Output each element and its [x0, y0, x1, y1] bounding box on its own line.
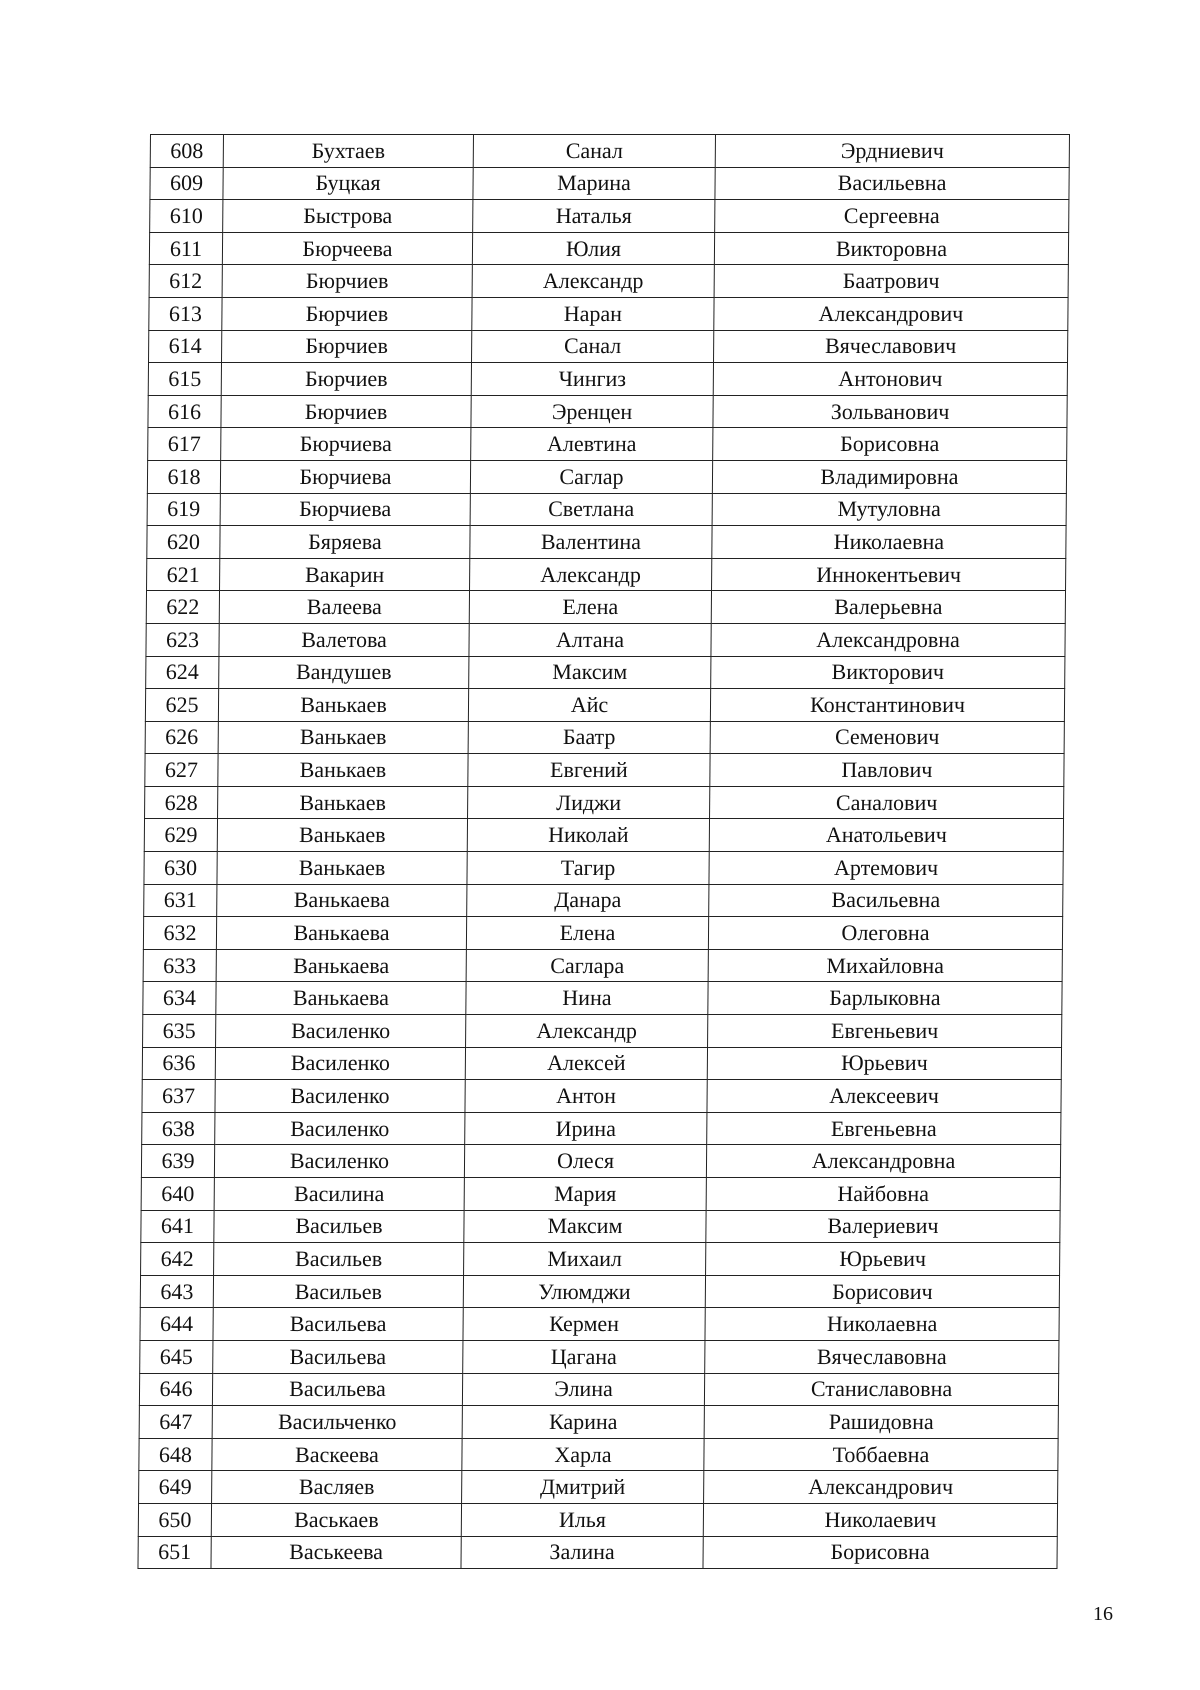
table-row: [148, 363, 1067, 396]
last-name-cell: Васькаев: [211, 1503, 461, 1536]
last-name-cell: Бюрчиева: [220, 493, 470, 526]
patronymic-cell: Борисовна: [703, 1536, 1057, 1569]
last-name-cell: Ванькаев: [217, 852, 467, 885]
table-row: [139, 1406, 1058, 1439]
patronymic-cell: Тоббаевна: [704, 1438, 1058, 1471]
row-number-cell: 628: [145, 786, 218, 819]
patronymic-cell: Вячеславович: [714, 330, 1068, 363]
last-name-cell: Васильева: [212, 1373, 462, 1406]
last-name-cell: Василина: [214, 1178, 464, 1211]
table-row: [143, 982, 1062, 1015]
table-row: [139, 1373, 1058, 1406]
row-number-cell: 615: [148, 363, 221, 396]
row-number-cell: 625: [145, 689, 218, 722]
patronymic-cell: Павлович: [710, 754, 1064, 787]
row-number-cell: 619: [147, 493, 220, 526]
first-name-cell: Наран: [472, 297, 714, 330]
first-name-cell: Данара: [467, 884, 709, 917]
table-row: [144, 884, 1063, 917]
last-name-cell: Вакарин: [220, 558, 470, 591]
first-name-cell: Эренцен: [471, 395, 713, 428]
row-number-cell: 643: [140, 1275, 213, 1308]
patronymic-cell: Михайловна: [708, 949, 1062, 982]
patronymic-cell: Барлыковна: [708, 982, 1062, 1015]
last-name-cell: Васильева: [213, 1340, 463, 1373]
row-number-cell: 648: [139, 1438, 212, 1471]
patronymic-cell: Анатольевич: [709, 819, 1063, 852]
patronymic-cell: Александрович: [714, 297, 1068, 330]
last-name-cell: Бюрчиева: [220, 460, 470, 493]
names-table-body: [138, 135, 1070, 1569]
first-name-cell: Александр: [472, 265, 714, 298]
first-name-cell: Валентина: [470, 526, 712, 559]
last-name-cell: Ванькаев: [217, 819, 467, 852]
row-number-cell: 649: [139, 1471, 212, 1504]
patronymic-cell: Константинович: [710, 689, 1064, 722]
first-name-cell: Михаил: [464, 1243, 706, 1276]
patronymic-cell: Борисовна: [713, 428, 1067, 461]
table-row: [140, 1308, 1059, 1341]
patronymic-cell: Саналович: [710, 786, 1064, 819]
last-name-cell: Васляев: [212, 1471, 462, 1504]
first-name-cell: Илья: [461, 1503, 703, 1536]
row-number-cell: 618: [147, 460, 220, 493]
row-number-cell: 627: [145, 754, 218, 787]
last-name-cell: Бюрчиев: [222, 330, 472, 363]
table-row: [141, 1145, 1060, 1178]
last-name-cell: Бюрчиев: [222, 265, 472, 298]
patronymic-cell: Васильевна: [709, 884, 1063, 917]
patronymic-cell: Викторовна: [714, 232, 1068, 265]
last-name-cell: Бухтаев: [223, 135, 473, 168]
last-name-cell: Василенко: [214, 1145, 464, 1178]
last-name-cell: Ванькаева: [216, 982, 466, 1015]
first-name-cell: Александр: [470, 558, 712, 591]
patronymic-cell: Рашидовна: [704, 1406, 1058, 1439]
table-row: [140, 1275, 1059, 1308]
table-row: [145, 786, 1064, 819]
table-row: [147, 493, 1066, 526]
row-number-cell: 624: [146, 656, 219, 689]
first-name-cell: Евгений: [468, 754, 710, 787]
table-row: [142, 1047, 1061, 1080]
patronymic-cell: Александровна: [711, 623, 1065, 656]
patronymic-cell: Артемович: [709, 852, 1063, 885]
row-number-cell: 636: [142, 1047, 215, 1080]
table-row: [145, 754, 1064, 787]
last-name-cell: Васильченко: [212, 1406, 462, 1439]
patronymic-cell: Александровна: [706, 1145, 1060, 1178]
patronymic-cell: Николаевич: [703, 1503, 1057, 1536]
table-row: [138, 1503, 1057, 1536]
row-number-cell: 642: [141, 1243, 214, 1276]
first-name-cell: Юлия: [472, 232, 714, 265]
last-name-cell: Ванькаева: [216, 949, 466, 982]
patronymic-cell: Алексеевич: [707, 1080, 1061, 1113]
patronymic-cell: Станиславовна: [704, 1373, 1058, 1406]
table-row: [148, 428, 1067, 461]
table-row: [146, 623, 1065, 656]
last-name-cell: Василенко: [216, 1015, 466, 1048]
last-name-cell: Быстрова: [223, 200, 473, 233]
row-number-cell: 640: [141, 1178, 214, 1211]
row-number-cell: 647: [139, 1406, 212, 1439]
patronymic-cell: Васильевна: [715, 167, 1069, 200]
patronymic-cell: Валерьевна: [711, 591, 1065, 624]
patronymic-cell: Николаевна: [705, 1308, 1059, 1341]
row-number-cell: 641: [141, 1210, 214, 1243]
table-row: [139, 1471, 1058, 1504]
row-number-cell: 608: [150, 135, 223, 168]
first-name-cell: Николай: [467, 819, 709, 852]
patronymic-cell: Юрьевич: [707, 1047, 1061, 1080]
row-number-cell: 612: [149, 265, 222, 298]
row-number-cell: 638: [142, 1112, 215, 1145]
first-name-cell: Санал: [472, 330, 714, 363]
table-row: [138, 1536, 1057, 1569]
table-row: [143, 917, 1062, 950]
first-name-cell: Мария: [464, 1178, 706, 1211]
patronymic-cell: Николаевна: [712, 526, 1066, 559]
row-number-cell: 610: [150, 200, 223, 233]
patronymic-cell: Эрдниевич: [715, 135, 1069, 168]
table-row: [150, 135, 1069, 168]
last-name-cell: Васильев: [214, 1210, 464, 1243]
first-name-cell: Максим: [469, 656, 711, 689]
last-name-cell: Ванькаева: [216, 917, 466, 950]
table-row: [146, 656, 1065, 689]
first-name-cell: Алевтина: [471, 428, 713, 461]
first-name-cell: Максим: [464, 1210, 706, 1243]
patronymic-cell: Иннокентьевич: [712, 558, 1066, 591]
table-row: [149, 330, 1068, 363]
last-name-cell: Васькеева: [211, 1536, 461, 1569]
first-name-cell: Харла: [462, 1438, 704, 1471]
row-number-cell: 609: [150, 167, 223, 200]
patronymic-cell: Антонович: [713, 363, 1067, 396]
patronymic-cell: Вячеславовна: [705, 1340, 1059, 1373]
row-number-cell: 634: [143, 982, 216, 1015]
first-name-cell: Елена: [469, 591, 711, 624]
row-number-cell: 644: [140, 1308, 213, 1341]
last-name-cell: Васильева: [213, 1308, 463, 1341]
patronymic-cell: Владимировна: [712, 460, 1066, 493]
first-name-cell: Наталья: [473, 200, 715, 233]
patronymic-cell: Юрьевич: [706, 1243, 1060, 1276]
table-row: [142, 1112, 1061, 1145]
last-name-cell: Ванькаев: [218, 754, 468, 787]
patronymic-cell: Баатрович: [714, 265, 1068, 298]
first-name-cell: Антон: [465, 1080, 707, 1113]
first-name-cell: Ирина: [465, 1112, 707, 1145]
table-row: [149, 265, 1068, 298]
last-name-cell: Бюрчиев: [221, 363, 471, 396]
last-name-cell: Ванькаев: [218, 786, 468, 819]
patronymic-cell: Валериевич: [706, 1210, 1060, 1243]
table-row: [148, 395, 1067, 428]
last-name-cell: Бяряева: [220, 526, 470, 559]
row-number-cell: 621: [147, 558, 220, 591]
row-number-cell: 613: [149, 297, 222, 330]
last-name-cell: Бюрчиева: [221, 428, 471, 461]
table-row: [150, 200, 1069, 233]
row-number-cell: 629: [144, 819, 217, 852]
table-row: [150, 167, 1069, 200]
last-name-cell: Буцкая: [223, 167, 473, 200]
patronymic-cell: Викторович: [711, 656, 1065, 689]
patronymic-cell: Мутуловна: [712, 493, 1066, 526]
patronymic-cell: Семенович: [710, 721, 1064, 754]
patronymic-cell: Зольванович: [713, 395, 1067, 428]
last-name-cell: Васильев: [213, 1275, 463, 1308]
table-row: [144, 819, 1063, 852]
table-row: [142, 1080, 1061, 1113]
row-number-cell: 635: [143, 1015, 216, 1048]
last-name-cell: Василенко: [215, 1047, 465, 1080]
row-number-cell: 645: [140, 1340, 213, 1373]
row-number-cell: 617: [148, 428, 221, 461]
table-row: [145, 689, 1064, 722]
table-row: [147, 460, 1066, 493]
first-name-cell: Цагана: [463, 1340, 705, 1373]
patronymic-cell: Найбовна: [706, 1178, 1060, 1211]
table-row: [139, 1438, 1058, 1471]
patronymic-cell: Олеговна: [708, 917, 1062, 950]
row-number-cell: 616: [148, 395, 221, 428]
first-name-cell: Санал: [473, 135, 715, 168]
first-name-cell: Алтана: [469, 623, 711, 656]
last-name-cell: Васкеева: [212, 1438, 462, 1471]
first-name-cell: Элина: [462, 1373, 704, 1406]
last-name-cell: Бюрчиев: [221, 395, 471, 428]
first-name-cell: Елена: [466, 917, 708, 950]
patronymic-cell: Евгеньевна: [707, 1112, 1061, 1145]
last-name-cell: Бюрчиев: [222, 297, 472, 330]
last-name-cell: Бюрчеева: [222, 232, 472, 265]
first-name-cell: Тагир: [467, 852, 709, 885]
first-name-cell: Саглар: [470, 460, 712, 493]
table-row: [145, 721, 1064, 754]
last-name-cell: Ванькаев: [218, 721, 468, 754]
first-name-cell: Чингиз: [471, 363, 713, 396]
row-number-cell: 650: [138, 1503, 211, 1536]
last-name-cell: Ванькаев: [218, 689, 468, 722]
row-number-cell: 633: [143, 949, 216, 982]
row-number-cell: 631: [144, 884, 217, 917]
first-name-cell: Марина: [473, 167, 715, 200]
patronymic-cell: Евгеньевич: [708, 1015, 1062, 1048]
patronymic-cell: Сергеевна: [715, 200, 1069, 233]
patronymic-cell: Александрович: [704, 1471, 1058, 1504]
row-number-cell: 637: [142, 1080, 215, 1113]
last-name-cell: Васильев: [214, 1243, 464, 1276]
table-row: [144, 852, 1063, 885]
table-row: [147, 526, 1066, 559]
first-name-cell: Светлана: [470, 493, 712, 526]
row-number-cell: 611: [149, 232, 222, 265]
table-row: [147, 558, 1066, 591]
last-name-cell: Василенко: [215, 1112, 465, 1145]
row-number-cell: 651: [138, 1536, 211, 1569]
table-row: [141, 1210, 1060, 1243]
page-number: 16: [1093, 1603, 1113, 1625]
first-name-cell: Алексей: [465, 1047, 707, 1080]
row-number-cell: 630: [144, 852, 217, 885]
table-row: [141, 1178, 1060, 1211]
table-row: [143, 949, 1062, 982]
first-name-cell: Залина: [461, 1536, 703, 1569]
last-name-cell: Валеева: [219, 591, 469, 624]
row-number-cell: 614: [149, 330, 222, 363]
first-name-cell: Кермен: [463, 1308, 705, 1341]
table-row: [140, 1340, 1059, 1373]
first-name-cell: Нина: [466, 982, 708, 1015]
row-number-cell: 623: [146, 623, 219, 656]
first-name-cell: Дмитрий: [462, 1471, 704, 1504]
row-number-cell: 646: [139, 1373, 212, 1406]
row-number-cell: 626: [145, 721, 218, 754]
first-name-cell: Саглара: [466, 949, 708, 982]
table-row: [141, 1243, 1060, 1276]
row-number-cell: 632: [143, 917, 216, 950]
row-number-cell: 639: [141, 1145, 214, 1178]
last-name-cell: Вандушев: [219, 656, 469, 689]
first-name-cell: Олеся: [464, 1145, 706, 1178]
last-name-cell: Василенко: [215, 1080, 465, 1113]
patronymic-cell: Борисович: [705, 1275, 1059, 1308]
table-row: [149, 232, 1068, 265]
first-name-cell: Айс: [468, 689, 710, 722]
row-number-cell: 622: [146, 591, 219, 624]
first-name-cell: Александр: [466, 1015, 708, 1048]
last-name-cell: Ванькаева: [217, 884, 467, 917]
first-name-cell: Баатр: [468, 721, 710, 754]
table-row: [143, 1015, 1062, 1048]
first-name-cell: Карина: [462, 1406, 704, 1439]
first-name-cell: Улюмджи: [463, 1275, 705, 1308]
table-row: [146, 591, 1065, 624]
first-name-cell: Лиджи: [468, 786, 710, 819]
names-table: [137, 134, 1070, 1569]
table-row: [149, 297, 1068, 330]
last-name-cell: Валетова: [219, 623, 469, 656]
row-number-cell: 620: [147, 526, 220, 559]
